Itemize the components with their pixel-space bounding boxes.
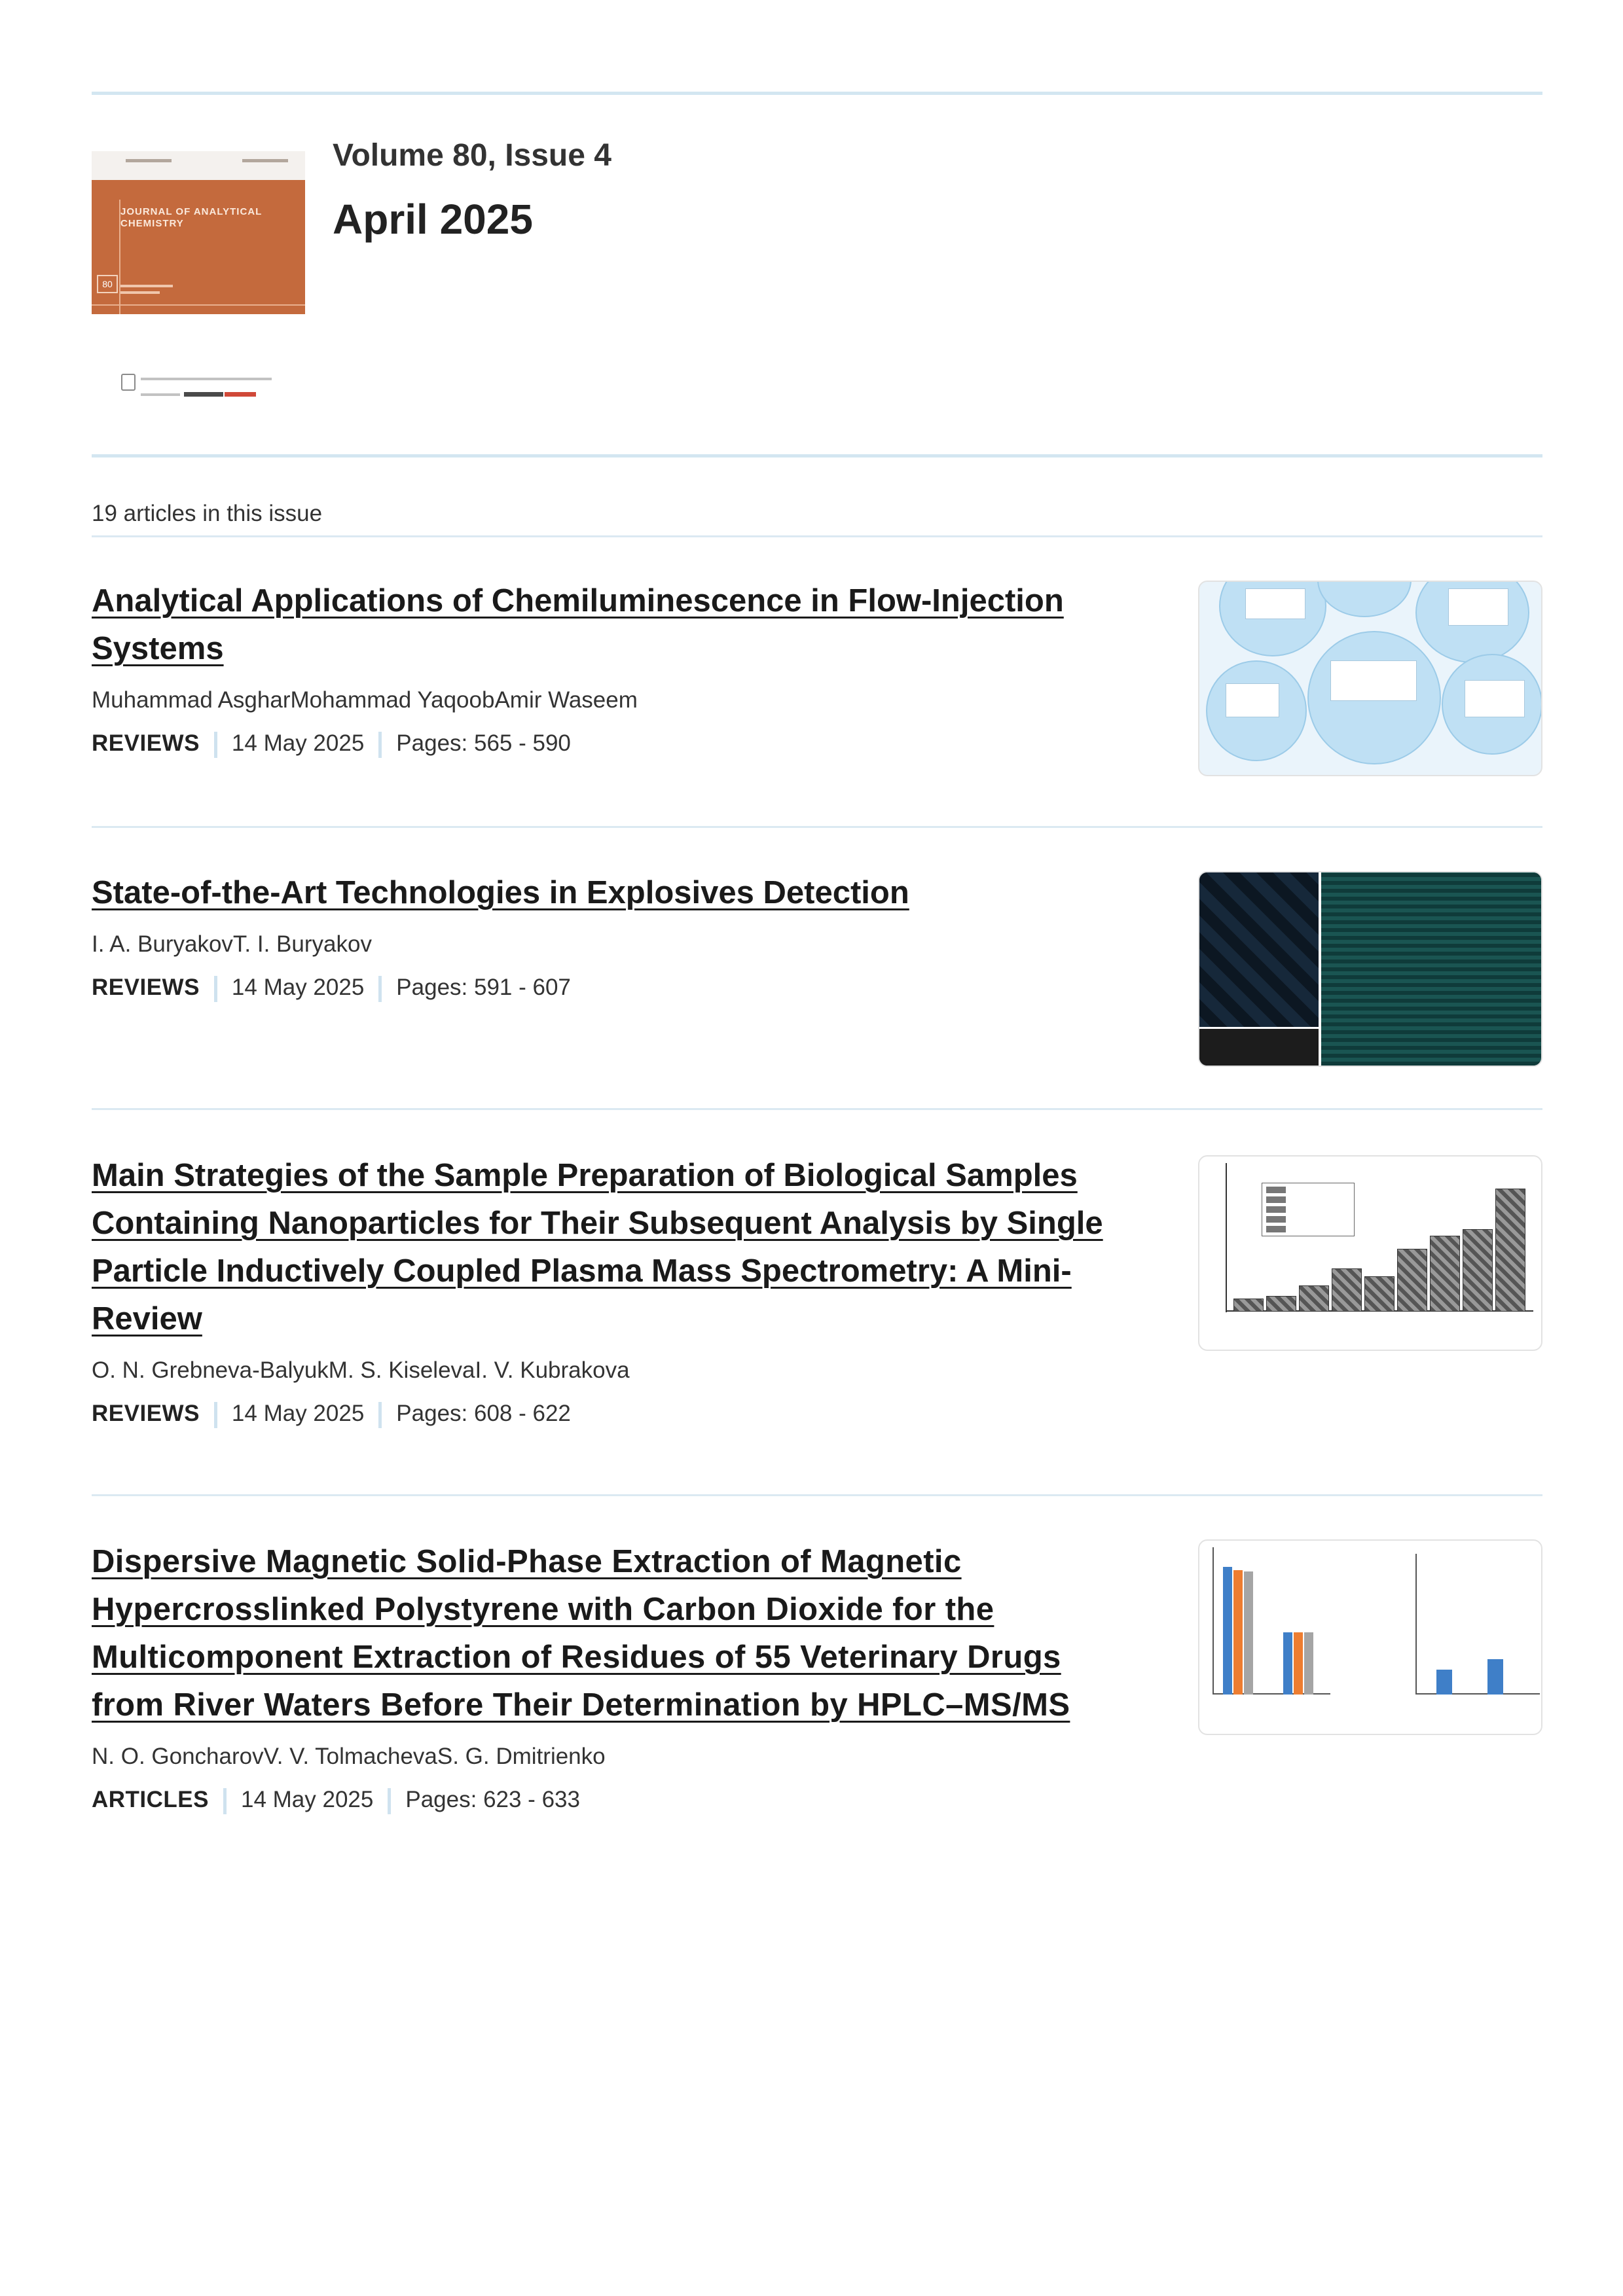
article-thumbnail[interactable]	[1198, 1539, 1542, 1735]
article-type: REVIEWS	[92, 730, 200, 756]
cover-title: JOURNAL OF ANALYTICAL CHEMISTRY	[120, 206, 263, 229]
article-pages: Pages: 591 - 607	[396, 975, 571, 1000]
article-meta	[92, 1787, 1542, 1814]
article-title-link[interactable]: Analytical Applications of Chemiluminescence in Flow-Injection Systems	[92, 583, 1064, 666]
article-divider	[92, 826, 1542, 828]
article-pages: Pages: 623 - 633	[405, 1787, 580, 1812]
top-divider	[92, 92, 1542, 95]
article-divider	[92, 1494, 1542, 1496]
list-item	[92, 1538, 1542, 1814]
article-authors: N. O. GoncharovV. V. TolmachevaS. G. Dmitrienko	[92, 1744, 606, 1769]
article-date: 14 May 2025	[241, 1787, 374, 1812]
journal-cover-image[interactable]	[92, 180, 305, 314]
article-type: ARTICLES	[92, 1787, 209, 1812]
article-title-link[interactable]: Main Strategies of the Sample Preparation of Biological Samples Containing Nanoparticles for Their Subsequent Analysis by Single Particle Inductively Coupled Plasma Mass Spectrometry: A Mini-Review	[92, 1158, 1103, 1336]
article-thumbnail[interactable]	[1198, 871, 1542, 1067]
publisher-logo	[121, 370, 278, 403]
article-pages: Pages: 565 - 590	[396, 730, 571, 756]
article-count: 19 articles in this issue	[92, 501, 323, 526]
article-title-link[interactable]: Dispersive Magnetic Solid-Phase Extraction of Magnetic Hypercrosslinked Polystyrene with Carbon Dioxide for the Multicomponent Extraction of Residues of 55 Veterinary Drugs from River Waters Before Their Determination by HPLC–MS/MS	[92, 1544, 1070, 1723]
article-meta	[92, 1401, 1542, 1428]
article-thumbnail[interactable]	[1198, 1155, 1542, 1351]
article-authors: I. A. BuryakovT. I. Buryakov	[92, 931, 372, 957]
article-type: REVIEWS	[92, 975, 200, 1000]
issue-date: April 2025	[333, 196, 533, 243]
list-item	[92, 869, 1542, 1002]
article-type: REVIEWS	[92, 1401, 200, 1426]
article-title-link[interactable]: State-of-the-Art Technologies in Explosives Detection	[92, 875, 909, 910]
volume-issue-label: Volume 80, Issue 4	[333, 138, 611, 173]
count-divider	[92, 535, 1542, 537]
header-divider	[92, 454, 1542, 457]
article-authors: O. N. Grebneva-BalyukM. S. KiselevaI. V. Kubrakova	[92, 1357, 630, 1383]
list-item	[92, 577, 1542, 758]
list-item	[92, 1152, 1542, 1428]
article-divider	[92, 1108, 1542, 1110]
article-thumbnail[interactable]	[1198, 581, 1542, 776]
article-date: 14 May 2025	[231, 975, 365, 1000]
article-date: 14 May 2025	[231, 1401, 365, 1426]
article-date: 14 May 2025	[231, 730, 365, 756]
article-authors: Muhammad AsgharMohammad YaqoobAmir Waseem	[92, 687, 638, 713]
cover-volume-number: 80	[97, 275, 118, 293]
article-pages: Pages: 608 - 622	[396, 1401, 571, 1426]
